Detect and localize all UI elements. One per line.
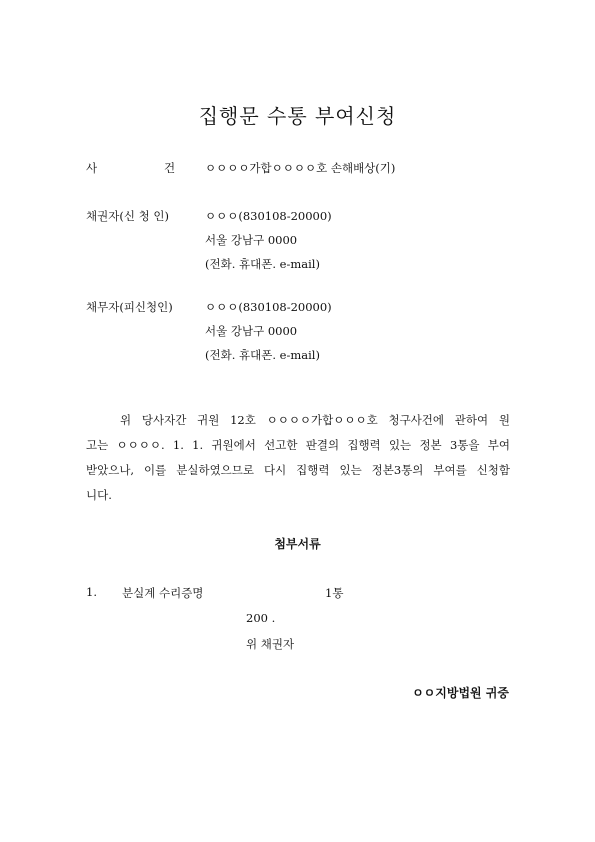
- attachments-heading: 첨부서류: [274, 537, 321, 551]
- attachment-name: 분실계 수리증명: [122, 586, 204, 600]
- signer-label: 위 채권자: [246, 637, 295, 651]
- case-value: ㅇㅇㅇㅇ가합ㅇㅇㅇㅇ호 손해배상(기): [205, 161, 396, 175]
- paragraph-line: 고는 ㅇㅇㅇㅇ. 1. 1. 귀원에서 선고한 판결의 집행력 있는 정본 3통을 부여: [86, 438, 510, 452]
- creditor-name: ㅇㅇㅇ(830108-20000): [205, 209, 332, 223]
- paragraph-line: 받았으나, 이를 분실하였으므로 다시 집행력 있는 정본3통의 부여를 신청함: [86, 463, 510, 477]
- paragraph-line: 니다.: [86, 488, 112, 502]
- request-paragraph: [86, 408, 510, 508]
- application-date: 200 .: [246, 611, 276, 625]
- debtor-name: ㅇㅇㅇ(830108-20000): [205, 300, 332, 314]
- case-label-left: 사: [86, 161, 98, 175]
- court-addressee: ㅇㅇ지방법원 귀중: [412, 686, 509, 700]
- document-title: 집행문 수통 부여신청: [198, 104, 397, 128]
- case-label-right: 건: [164, 161, 176, 175]
- creditor-label: 채권자(신 청 인): [86, 209, 169, 223]
- attachment-count: 1통: [325, 586, 344, 600]
- attachment-number: 1.: [86, 585, 97, 599]
- debtor-label: 채무자(피신청인): [86, 300, 173, 314]
- creditor-address: 서울 강남구 0000: [205, 233, 298, 247]
- paragraph-line: 위 당사자간 귀원 12호 ㅇㅇㅇㅇ가합ㅇㅇㅇ호 청구사건에 관하여 원: [120, 413, 510, 427]
- debtor-address: 서울 강남구 0000: [205, 324, 298, 338]
- debtor-contact: (전화. 휴대폰. e-mail): [205, 348, 320, 362]
- creditor-contact: (전화. 휴대폰. e-mail): [205, 257, 320, 271]
